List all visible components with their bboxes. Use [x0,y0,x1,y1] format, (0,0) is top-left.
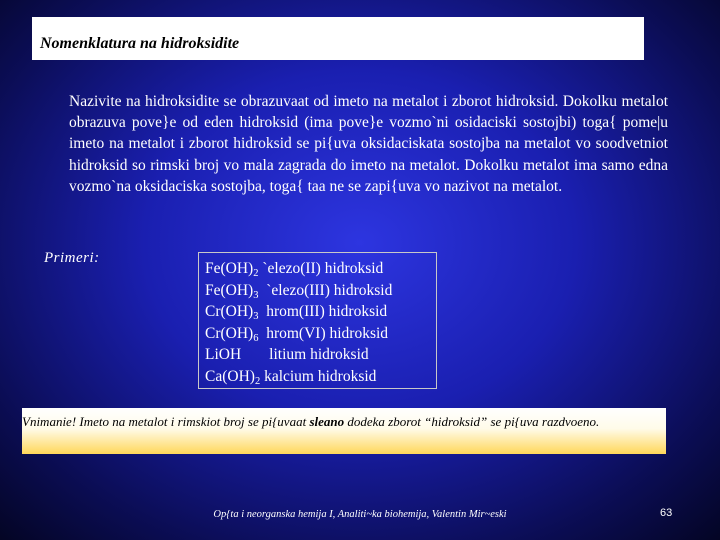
example-name: litium hidroksid [269,346,369,364]
example-subscript: 3 [253,311,259,323]
example-name: hrom(VI) hidroksid [266,324,389,342]
note-box [22,408,666,454]
note-text-end: dodeka zborot “hidroksid” se pi{uva razdvoeno. [344,414,600,429]
intro-paragraph: Nazivite na hidroksidite se obrazuvaat od imeto na metalot i zborot hidroksid. Dokolku metalot obrazuva pove}e od eden hidroksid (ima pove}e vozmo`ni osidaciski sostojbi) toga{ pome|u imeto na metalot i zborot hidroksid se pi{uva oksidaciskata sostojba na metalot vo soodvetniot hidroksid so rimski broj vo mala zagrada do imeto na metalot. Dokolku metalot ima samo edna vozmo`na oksidaciska sostojba, toga{ taa ne se zapi{uva vo nazivot na metalot. [69,93,668,195]
example-formula: Fe(OH) [205,260,254,277]
slide-title: Nomenklatura na hidroksidite [40,35,240,52]
example-name: kalcium hidroksid [264,367,377,385]
example-formula: Cr(OH) [205,303,254,321]
footer-text: Op{ta i neorganska hemija I, Analiti~ka biohemija, Valentin Mir~eski [213,509,507,520]
example-subscript: 3 [253,289,259,301]
example-row [205,301,436,323]
example-subscript: 2 [253,268,259,279]
examples-box [198,252,437,389]
page-number: 63 [660,507,673,519]
footer [0,509,720,520]
example-formula: Ca(OH) [205,367,255,385]
example-formula: Fe(OH) [205,281,254,299]
example-subscript: 2 [254,375,261,387]
example-row [205,344,436,366]
example-row [205,280,436,302]
example-name: hrom(III) hidroksid [266,303,388,321]
note-bold-word: sleano [309,414,345,429]
note-text: Vnimanie! Imeto na metalot i rimskiot broj se pi{uvaat [22,414,310,429]
example-subscript: 6 [253,332,259,344]
examples-label: Primeri: [44,250,100,266]
example-row [205,366,436,388]
example-formula: LiOH [205,346,242,364]
example-name: `elezo(II) hidroksid [262,260,384,277]
example-formula: Cr(OH) [205,324,254,342]
title-box [32,17,644,60]
example-row [205,323,436,345]
example-name: `elezo(III) hidroksid [266,281,393,299]
example-row [205,258,436,280]
